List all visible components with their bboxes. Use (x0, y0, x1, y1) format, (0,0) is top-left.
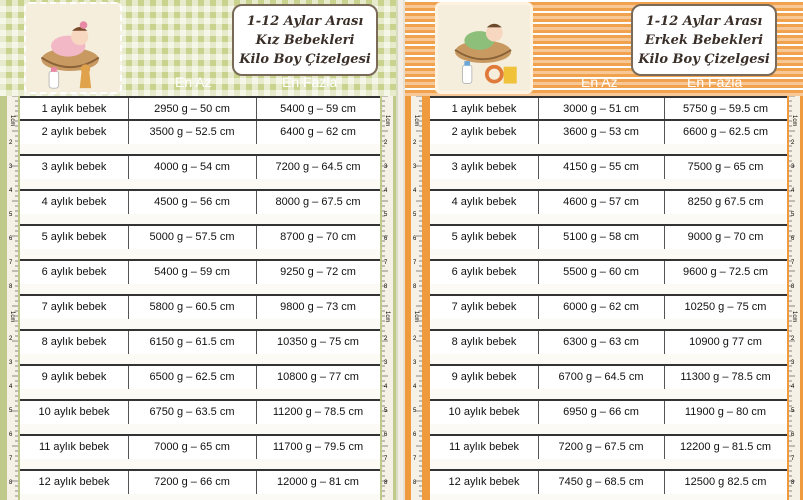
girls-title-card (232, 4, 378, 76)
column-divider (256, 261, 257, 284)
boys-cell-min: 3600 g – 53 cm (563, 126, 639, 138)
ruler-number: 8 (9, 284, 13, 290)
column-divider (256, 331, 257, 354)
ruler-number: 2 (791, 336, 795, 342)
ruler-number: 4 (791, 384, 795, 390)
ruler-number: 7 (791, 456, 795, 462)
column-divider (664, 436, 665, 459)
boys-table-row (430, 329, 787, 354)
girls-cell-max: 5400 g – 59 cm (280, 103, 356, 115)
girls-cell-max: 11200 g – 78.5 cm (272, 406, 364, 418)
boys-cell-min: 7200 g – 67.5 cm (558, 441, 644, 453)
boys-title-line-2: Erkek Bebekleri (644, 32, 764, 48)
column-divider (538, 156, 539, 179)
boys-table-row (430, 119, 787, 144)
boys-cell-age: 10 aylık bebek (448, 406, 520, 418)
ruler-svg (7, 96, 18, 500)
girls-cell-max: 9250 g – 72 cm (280, 266, 356, 278)
girls-cell-age: 11 aylık bebek (38, 441, 110, 453)
boys-table-row (430, 96, 787, 121)
column-divider (664, 191, 665, 214)
ruler-number: 7 (9, 456, 13, 462)
ruler-number: 6 (384, 236, 388, 242)
column-divider (128, 121, 129, 144)
column-divider (128, 296, 129, 319)
column-divider (664, 296, 665, 319)
ruler-number: 8 (413, 480, 417, 486)
boys-cell-max: 10250 g – 75 cm (684, 301, 767, 313)
girls-cell-min: 7200 g – 66 cm (154, 476, 230, 488)
boys-title-line-1: 1-12 Aylar Arası (645, 13, 763, 29)
ruler-number: 2 (791, 140, 795, 146)
boys-cell-min: 6300 g – 63 cm (563, 336, 639, 348)
ruler-svg (382, 96, 393, 500)
boys-cell-age: 11 aylık bebek (448, 441, 520, 453)
column-divider (128, 261, 129, 284)
boys-table-row (430, 259, 787, 284)
girls-title-line-2: Kız Bebekleri (255, 32, 355, 48)
girls-cell-age: 2 aylık bebek (41, 126, 107, 138)
column-divider (664, 401, 665, 424)
ruler-number: 2 (9, 336, 13, 342)
boys-table-row (430, 154, 787, 179)
girls-cell-min: 4500 g – 56 cm (154, 196, 230, 208)
column-divider (538, 436, 539, 459)
girls-cell-min: 6750 g – 63.5 cm (149, 406, 235, 418)
ruler-unit-label: 1cm (384, 115, 390, 127)
column-divider (664, 366, 665, 389)
boys-cell-age: 2 aylık bebek (451, 126, 517, 138)
girls-cell-max: 8700 g – 70 cm (280, 231, 356, 243)
boys-cell-age: 5 aylık bebek (451, 231, 517, 243)
baby-girl-illustration (24, 2, 122, 94)
ruler-number: 3 (413, 164, 417, 170)
boys-table-row (430, 469, 787, 494)
girls-cell-age: 6 aylık bebek (41, 266, 107, 278)
girls-cell-min: 5800 g – 60.5 cm (149, 301, 235, 313)
ruler-number: 6 (9, 236, 13, 242)
ruler-number: 6 (413, 236, 417, 242)
ruler-number: 5 (413, 408, 417, 414)
ruler-number: 2 (413, 336, 417, 342)
ruler-number: 8 (791, 480, 795, 486)
girls-title-line-1: 1-12 Aylar Arası (246, 13, 364, 29)
ruler-number: 7 (9, 260, 13, 266)
column-divider (256, 401, 257, 424)
column-divider (256, 436, 257, 459)
girls-table-row (20, 294, 380, 319)
boys-cell-min: 3000 g – 51 cm (563, 103, 639, 115)
column-divider (256, 156, 257, 179)
boys-cell-max: 11900 g – 80 cm (684, 406, 767, 418)
ruler-unit-label: 1cm (9, 115, 15, 127)
column-divider (664, 98, 665, 121)
column-divider (256, 366, 257, 389)
boys-cell-max: 11300 g – 78.5 cm (680, 371, 771, 383)
ruler-number: 3 (791, 164, 795, 170)
column-divider (538, 261, 539, 284)
ruler-number: 3 (791, 360, 795, 366)
girls-cell-age: 9 aylık bebek (41, 371, 107, 383)
boys-header (405, 0, 803, 96)
ruler-number: 5 (384, 408, 388, 414)
girls-table-row (20, 224, 380, 249)
column-divider (664, 156, 665, 179)
ruler-number: 6 (9, 432, 13, 438)
column-divider (664, 226, 665, 249)
column-divider (664, 121, 665, 144)
boys-col-min-header: En Az (581, 74, 618, 90)
girls-cell-max: 8000 g – 67.5 cm (275, 196, 361, 208)
ruler-svg (789, 96, 800, 500)
ruler-number: 4 (384, 384, 388, 390)
girls-cell-min: 2950 g – 50 cm (154, 103, 230, 115)
girls-table-row (20, 434, 380, 459)
girls-table-row (20, 469, 380, 494)
ruler-number: 2 (413, 140, 417, 146)
boys-cell-max: 8250 g 67.5 cm (687, 196, 764, 208)
girls-cell-age: 5 aylık bebek (41, 231, 107, 243)
ruler-number: 4 (791, 188, 795, 194)
boys-chart-panel (403, 0, 803, 500)
boys-cell-age: 4 aylık bebek (451, 196, 517, 208)
ruler-number: 5 (384, 212, 388, 218)
boys-cell-max: 9000 g – 70 cm (687, 231, 764, 243)
ruler-number: 2 (9, 140, 13, 146)
ruler-unit-label: 1cm (413, 115, 419, 127)
column-divider (128, 156, 129, 179)
column-divider (128, 226, 129, 249)
girls-cell-min: 4000 g – 54 cm (154, 161, 230, 173)
girls-cell-min: 5000 g – 57.5 cm (149, 231, 235, 243)
girls-cell-min: 7000 g – 65 cm (154, 441, 230, 453)
ruler-number: 2 (384, 140, 388, 146)
girls-cell-age: 3 aylık bebek (41, 161, 107, 173)
ruler-number: 7 (413, 260, 417, 266)
column-divider (128, 436, 129, 459)
ruler-unit-label: 1cm (384, 311, 390, 323)
boys-ruler-left (411, 96, 422, 500)
column-divider (538, 401, 539, 424)
ruler-unit-label: 1cm (791, 115, 797, 127)
girls-cell-age: 10 aylık bebek (38, 406, 110, 418)
girls-cell-age: 1 aylık bebek (41, 103, 107, 115)
column-divider (128, 366, 129, 389)
boys-cell-max: 10900 g 77 cm (689, 336, 762, 348)
girls-cell-max: 7200 g – 64.5 cm (275, 161, 361, 173)
ruler-number: 3 (9, 164, 13, 170)
column-divider (538, 471, 539, 494)
boys-title-card (631, 4, 777, 76)
column-divider (538, 121, 539, 144)
column-divider (256, 121, 257, 144)
boys-cell-min: 5100 g – 58 cm (563, 231, 639, 243)
ruler-number: 7 (413, 456, 417, 462)
column-divider (128, 98, 129, 121)
boys-title-line-3: Kilo Boy Çizelgesi (638, 51, 770, 67)
ruler-number: 7 (384, 260, 388, 266)
ruler-number: 6 (791, 432, 795, 438)
boys-ruler-right (789, 96, 800, 500)
girls-ruler-left (7, 96, 18, 500)
girls-col-min-header: En Az (175, 74, 212, 90)
girls-ruler-right (382, 96, 393, 500)
column-divider (128, 191, 129, 214)
boys-cell-min: 6700 g – 64.5 cm (558, 371, 644, 383)
ruler-number: 5 (9, 212, 13, 218)
boys-cell-age: 12 aylık bebek (448, 476, 520, 488)
ruler-unit-label: 1cm (9, 311, 15, 323)
girls-col-max-header: En Fazla (282, 74, 338, 90)
boys-cell-min: 4150 g – 55 cm (563, 161, 639, 173)
girls-cell-age: 7 aylık bebek (41, 301, 107, 313)
boys-weight-height-table (430, 96, 787, 500)
girls-cell-max: 10350 g – 75 cm (277, 336, 359, 348)
girls-cell-max: 9800 g – 73 cm (280, 301, 356, 313)
ruler-number: 5 (791, 408, 795, 414)
ruler-unit-label: 1cm (791, 311, 797, 323)
boys-cell-age: 8 aylık bebek (451, 336, 517, 348)
column-divider (538, 296, 539, 319)
ruler-number: 6 (413, 432, 417, 438)
girls-cell-age: 8 aylık bebek (41, 336, 107, 348)
ruler-number: 3 (413, 360, 417, 366)
ruler-number: 5 (791, 212, 795, 218)
boys-cell-max: 5750 g – 59.5 cm (682, 103, 768, 115)
girls-table-row (20, 96, 380, 121)
ruler-number: 2 (384, 336, 388, 342)
boys-cell-age: 6 aylık bebek (451, 266, 517, 278)
boys-cell-max: 9600 g – 72.5 cm (682, 266, 768, 278)
ruler-number: 3 (384, 360, 388, 366)
column-divider (538, 331, 539, 354)
boys-cell-age: 3 aylık bebek (451, 161, 517, 173)
ruler-number: 4 (9, 384, 13, 390)
girls-cell-min: 6500 g – 62.5 cm (149, 371, 235, 383)
column-divider (664, 261, 665, 284)
column-divider (538, 98, 539, 121)
column-divider (256, 98, 257, 121)
boys-cell-max: 6600 g – 62.5 cm (682, 126, 768, 138)
boys-col-max-header: En Fazla (687, 74, 743, 90)
ruler-number: 8 (791, 284, 795, 290)
ruler-number: 8 (9, 480, 13, 486)
column-divider (128, 471, 129, 494)
girls-table-row (20, 399, 380, 424)
girls-cell-min: 6150 g – 61.5 cm (149, 336, 235, 348)
girls-cell-min: 5400 g – 59 cm (154, 266, 230, 278)
ruler-number: 7 (791, 260, 795, 266)
girls-cell-age: 12 aylık bebek (38, 476, 110, 488)
ruler-number: 8 (413, 284, 417, 290)
ruler-number: 7 (384, 456, 388, 462)
column-divider (256, 191, 257, 214)
ruler-number: 6 (791, 236, 795, 242)
boys-table-row (430, 434, 787, 459)
boys-table-row (430, 364, 787, 389)
column-divider (538, 191, 539, 214)
boys-table-row (430, 224, 787, 249)
boys-cell-age: 7 aylık bebek (451, 301, 517, 313)
boys-cell-min: 6950 g – 66 cm (563, 406, 639, 418)
ruler-number: 8 (384, 284, 388, 290)
ruler-svg (411, 96, 422, 500)
ruler-number: 4 (9, 188, 13, 194)
ruler-number: 4 (413, 384, 417, 390)
boys-cell-min: 6000 g – 62 cm (563, 301, 639, 313)
boys-cell-max: 12200 g – 81.5 cm (679, 441, 772, 453)
column-divider (664, 471, 665, 494)
girls-cell-max: 10800 g – 77 cm (277, 371, 359, 383)
girls-table-row (20, 364, 380, 389)
ruler-number: 3 (9, 360, 13, 366)
ruler-number: 5 (413, 212, 417, 218)
boys-cell-max: 7500 g – 65 cm (687, 161, 764, 173)
ruler-number: 4 (413, 188, 417, 194)
girls-table-row (20, 329, 380, 354)
girls-table-row (20, 259, 380, 284)
column-divider (256, 226, 257, 249)
boys-table-row (430, 399, 787, 424)
girls-table-row (20, 189, 380, 214)
column-divider (128, 401, 129, 424)
boys-table-row (430, 294, 787, 319)
baby-boy-illustration (435, 2, 533, 94)
girls-cell-max: 11700 g – 79.5 cm (272, 441, 364, 453)
boys-cell-min: 5500 g – 60 cm (563, 266, 639, 278)
ruler-number: 6 (384, 432, 388, 438)
girls-weight-height-table (20, 96, 380, 500)
ruler-number: 4 (384, 188, 388, 194)
boys-cell-min: 4600 g – 57 cm (563, 196, 639, 208)
column-divider (256, 296, 257, 319)
ruler-number: 5 (9, 408, 13, 414)
column-divider (128, 331, 129, 354)
boys-table-row (430, 189, 787, 214)
girls-table-row (20, 154, 380, 179)
boys-cell-min: 7450 g – 68.5 cm (558, 476, 644, 488)
ruler-unit-label: 1cm (413, 311, 419, 323)
girls-cell-age: 4 aylık bebek (41, 196, 107, 208)
girls-chart-panel (0, 0, 398, 500)
ruler-number: 8 (384, 480, 388, 486)
girls-cell-max: 6400 g – 62 cm (280, 126, 356, 138)
boys-cell-age: 1 aylık bebek (451, 103, 517, 115)
girls-title-line-3: Kilo Boy Çizelgesi (239, 51, 371, 67)
girls-table-row (20, 119, 380, 144)
boys-cell-age: 9 aylık bebek (451, 371, 517, 383)
column-divider (538, 226, 539, 249)
ruler-number: 3 (384, 164, 388, 170)
column-divider (664, 331, 665, 354)
column-divider (538, 366, 539, 389)
boys-cell-max: 12500 g 82.5 cm (684, 476, 767, 488)
column-divider (256, 471, 257, 494)
girls-cell-min: 3500 g – 52.5 cm (149, 126, 235, 138)
girls-header (0, 0, 396, 96)
girls-cell-max: 12000 g – 81 cm (277, 476, 359, 488)
